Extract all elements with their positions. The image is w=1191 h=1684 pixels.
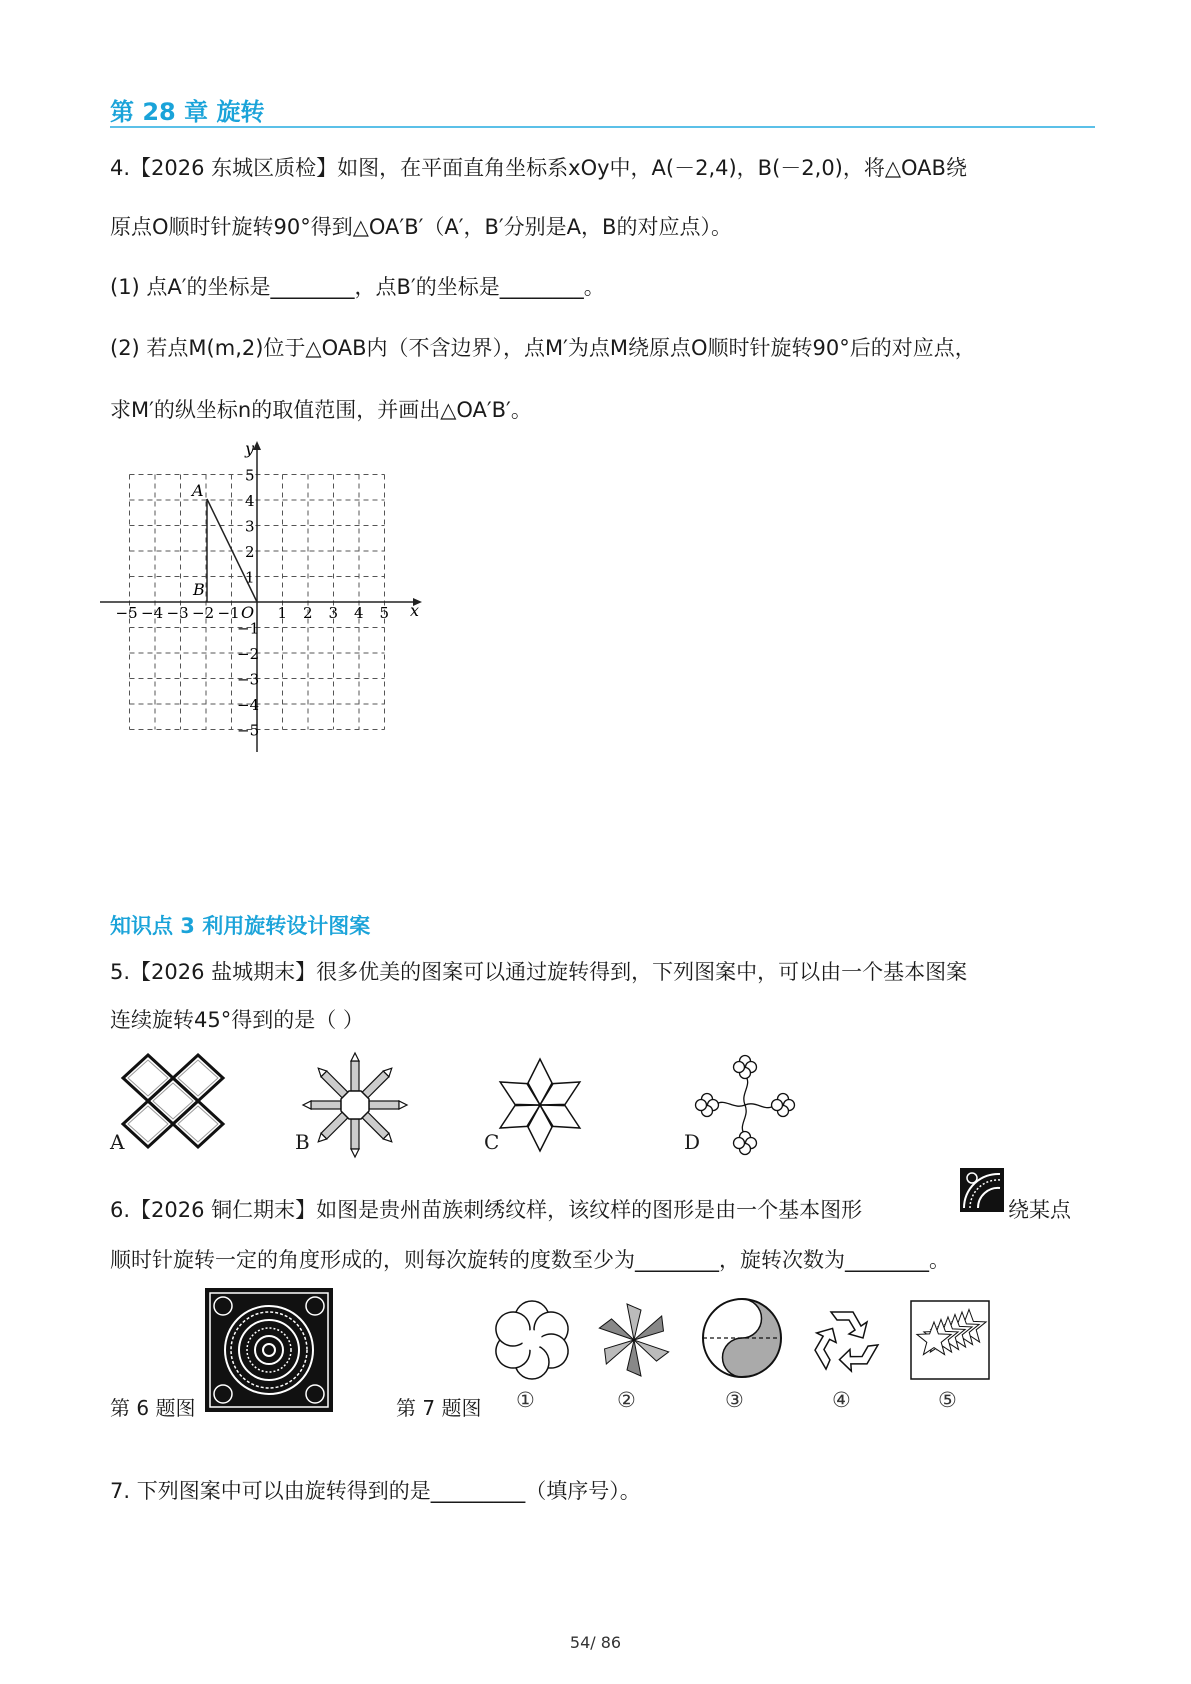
q4-line-5: 求M′的纵坐标n的取值范围，并画出△OA′B′。 [110,398,532,422]
q4-line-1: 4.【2026 东城区质检】如图，在平面直角坐标系xOy中，A(－2,4)，B(－2,0)，将△OAB绕 [110,156,967,180]
x-tick-label: −4 [141,604,164,622]
x-tick-label: −2 [192,604,215,622]
y-tick-label: 1 [245,568,255,587]
x-tick-label: −3 [166,604,189,622]
q6-line-2: 顺时针旋转一定的角度形成的，则每次旋转的度数至少为________，旋转次数为________。 [110,1248,950,1272]
x-tick-label: 2 [303,604,313,622]
y-tick-label: 5 [245,466,255,485]
figure-6-caption: 第 6 题图 [110,1396,196,1420]
page-number: 54/ 86 [569,1633,622,1652]
coordinate-grid-figure [100,440,430,760]
x-tick-label: −1 [217,604,240,622]
option-d-figure [690,1050,800,1160]
q6-line-1a: 6.【2026 铜仁期末】如图是贵州苗族刺绣纹样，该纹样的图形是由一个基本图形 [110,1198,863,1222]
figure-7-pattern-5 [910,1300,990,1380]
q5-line-1: 5.【2026 盐城期末】很多优美的图案可以通过旋转得到，下列图案中，可以由一个基本图案 [110,960,968,984]
x-tick-label: −5 [115,604,138,622]
q5-line-2: 连续旋转45°得到的是（ ） [110,1008,364,1032]
origin-label: O [241,603,255,622]
x-tick-label: 4 [354,604,364,622]
option-a-label: A [110,1130,125,1154]
figure-7-label-2: ② [617,1388,636,1412]
point-a-label: A [192,481,204,500]
x-axis-label: x [410,601,420,620]
q4-line-4: (2) 若点M(m,2)位于△OAB内（不含边界），点M′为点M绕原点O顺时针旋转90°后的对应点， [110,336,976,360]
option-d-label: D [684,1130,701,1154]
y-tick-label: 4 [245,492,255,510]
y-axis-arrow [253,441,261,450]
y-tick-label: −3 [237,670,260,689]
option-b-label: B [295,1130,310,1154]
y-axis-label: y [245,440,255,458]
figure-7-label-5: ⑤ [938,1388,957,1412]
point-b-label: B [193,580,205,599]
chapter-title: 第 28 章 旋转 [110,98,265,126]
y-tick-label: −5 [237,721,260,740]
q4-line-3: (1) 点A′的坐标是________，点B′的坐标是________。 [110,275,605,299]
y-tick-label: 2 [245,543,255,561]
figure-7-caption: 第 7 题图 [396,1396,482,1420]
x-tick-label: 5 [379,604,390,622]
figure-7-pattern-1 [490,1298,574,1382]
q7-text: 7. 下列图案中可以由旋转得到的是_________（填序号）。 [110,1479,641,1503]
figure-7-label-4: ④ [832,1388,851,1412]
y-tick-label: −4 [237,696,260,714]
basic-shape-icon [960,1168,1004,1212]
option-b-figure [300,1050,410,1160]
option-c-figure [490,1050,590,1160]
option-a-figure [118,1050,228,1160]
figure-7-label-1: ① [516,1388,535,1412]
figure-7-label-3: ③ [725,1388,744,1412]
x-tick-label: 1 [277,604,288,622]
figure-7-pattern-4 [800,1298,890,1382]
option-c-label: C [484,1130,500,1154]
x-tick-label: 3 [328,604,339,622]
y-tick-label: −2 [237,645,260,663]
y-tick-label: −1 [237,619,260,638]
figure-7-pattern-2 [592,1300,676,1380]
knowledge-point-title: 知识点 3 利用旋转设计图案 [110,914,371,938]
q4-line-2: 原点O顺时针旋转90°得到△OA′B′（A′，B′分别是A，B的对应点）。 [110,215,732,239]
header-rule [110,126,1095,128]
q6-line-1b: 绕某点 [1008,1198,1071,1222]
y-tick-label: 3 [245,517,255,536]
embroidery-pattern-figure [205,1288,333,1412]
figure-7-pattern-3 [700,1296,784,1380]
